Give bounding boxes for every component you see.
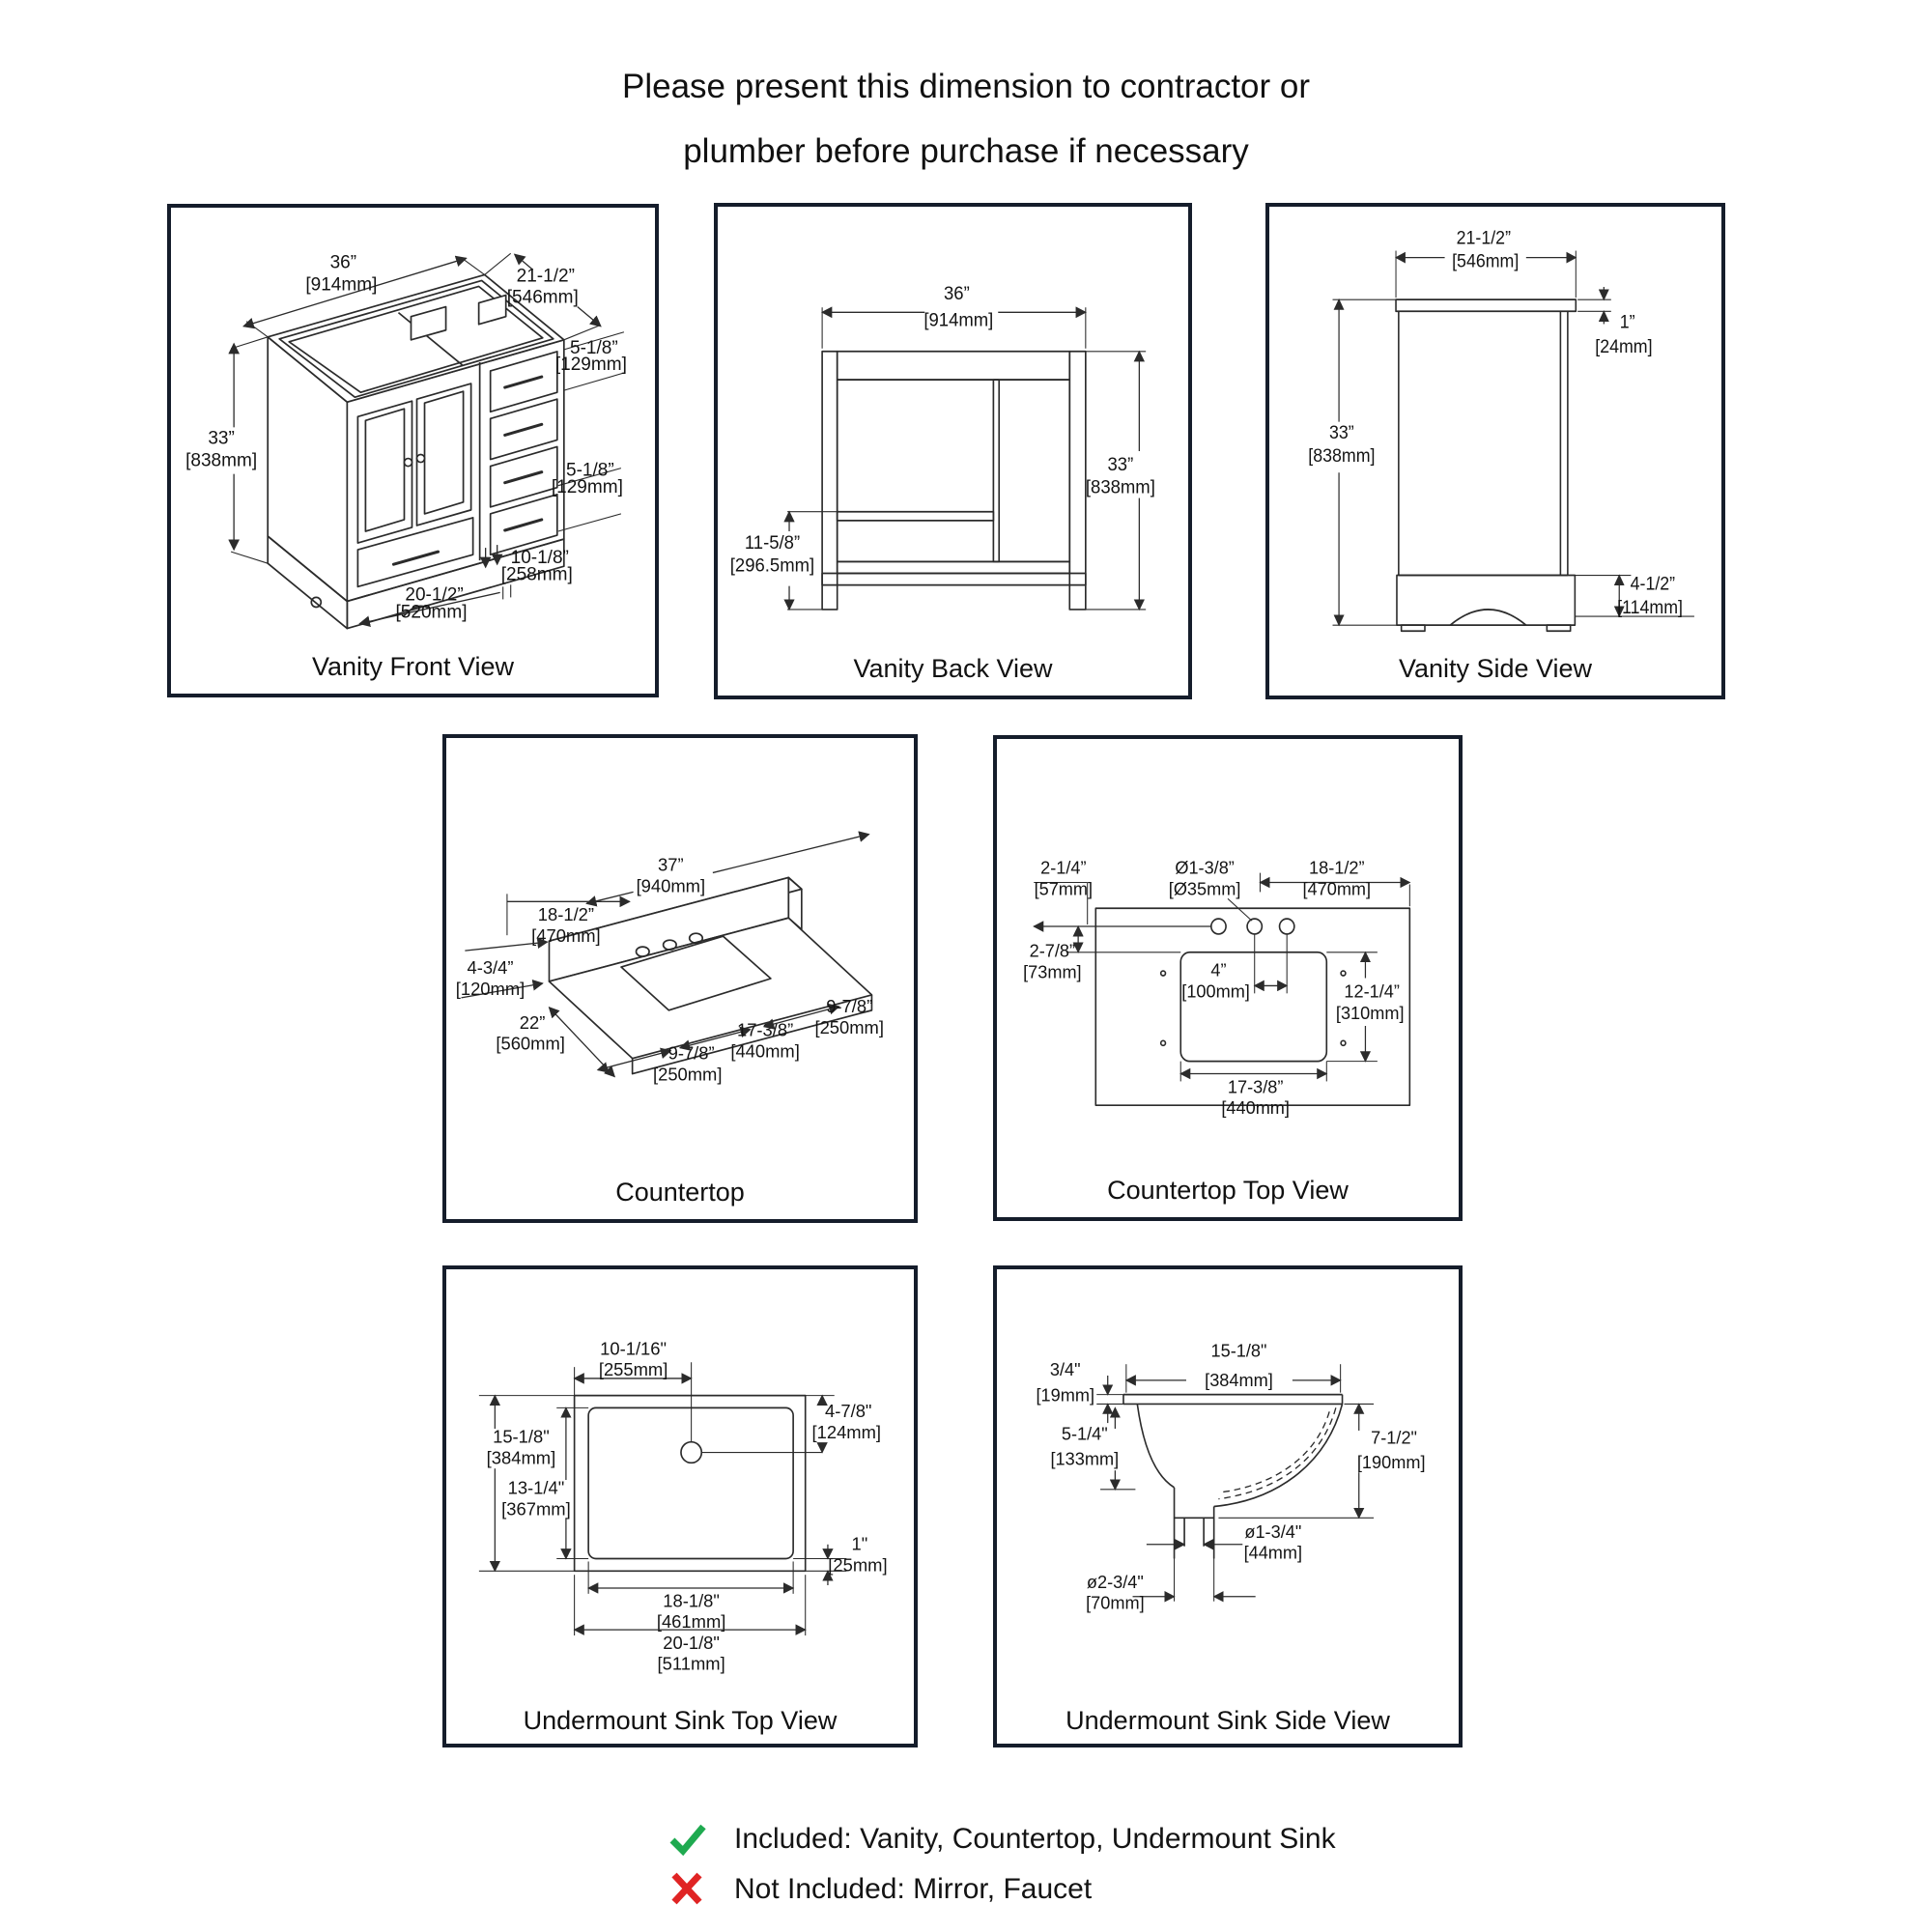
dim-label: [384mm]: [1205, 1369, 1273, 1390]
dim-label: 20-1/8": [663, 1632, 720, 1653]
vanity-back-dimensions: [730, 283, 1155, 610]
dim-label: [129mm]: [551, 476, 623, 497]
countertop-top-drawing: [997, 739, 1459, 1217]
dim-label: 7-1/2": [1371, 1427, 1418, 1448]
dim-label: [120mm]: [455, 978, 526, 999]
dim-label: 9-7/8”: [668, 1042, 715, 1064]
panel-vanity-front-view: [167, 204, 659, 697]
legend: [667, 1818, 1336, 1918]
x-icon: [667, 1871, 709, 1908]
dim-label: [546mm]: [506, 287, 579, 308]
dim-label: 5-1/8”: [570, 337, 618, 358]
legend-not-included-row: [667, 1868, 1336, 1911]
dim-label: 4”: [1210, 959, 1227, 980]
dim-label: [57mm]: [1034, 878, 1094, 899]
dim-label: 10-1/16": [600, 1338, 668, 1359]
panel-countertop-top-view: [993, 735, 1463, 1221]
dim-label: [114mm]: [1617, 596, 1683, 618]
dim-label: [133mm]: [1050, 1448, 1120, 1469]
legend-not-included-label: Not Included: Mirror, Faucet: [734, 1873, 1093, 1905]
panel-sink-side-view: [993, 1265, 1463, 1747]
dim-label: 36”: [944, 282, 970, 304]
dim-label: Ø1-3/8”: [1175, 857, 1235, 878]
dim-label: [129mm]: [554, 354, 627, 376]
dim-label: 37”: [658, 854, 684, 875]
panel-caption: Countertop Top View: [1107, 1176, 1349, 1205]
dim-label: [255mm]: [598, 1358, 668, 1380]
vanity-side-drawing: [1269, 207, 1721, 696]
dim-label: [560mm]: [496, 1033, 565, 1054]
legend-included-row: [667, 1818, 1336, 1861]
sink-side-dimensions: [1036, 1340, 1425, 1612]
dim-label: 17-3/8”: [736, 1019, 794, 1040]
dim-label: [250mm]: [814, 1016, 884, 1037]
dim-label: [190mm]: [1356, 1451, 1426, 1473]
panel-sink-top-view: [442, 1265, 918, 1747]
check-icon: [667, 1821, 709, 1858]
dim-label: [24mm]: [1595, 335, 1653, 356]
dim-label: [296.5mm]: [729, 554, 815, 576]
sink-top-drawing: [446, 1269, 914, 1744]
dim-label: [838mm]: [1308, 444, 1376, 467]
dim-label: [914mm]: [305, 274, 378, 296]
panel-vanity-side-view: [1265, 203, 1725, 699]
dim-label: 5-1/8”: [566, 460, 614, 481]
vanity-side-dimensions: [1308, 227, 1694, 625]
dim-label: 4-7/8": [825, 1401, 872, 1422]
dim-label: 3/4": [1049, 1358, 1081, 1380]
dim-label: 18-1/2”: [537, 903, 595, 925]
dim-label: [440mm]: [730, 1040, 800, 1062]
dim-label: 10-1/8”: [510, 548, 569, 569]
vanity-back-art: [822, 352, 1086, 610]
dim-label: [940mm]: [636, 875, 706, 896]
dim-label: 33”: [1107, 453, 1134, 475]
countertop-drawing: [446, 738, 914, 1219]
dim-label: [250mm]: [653, 1064, 723, 1085]
vanity-front-drawing: [171, 208, 655, 694]
dim-label: [511mm]: [657, 1653, 725, 1674]
panel-caption: Undermount Sink Side View: [1065, 1706, 1390, 1735]
dim-label: [19mm]: [1036, 1384, 1095, 1406]
dim-label: [440mm]: [1221, 1096, 1290, 1119]
dim-label: 15-1/8": [493, 1426, 550, 1447]
dim-label: [25mm]: [828, 1554, 888, 1576]
panel-countertop: [442, 734, 918, 1223]
dim-label: [546mm]: [1452, 250, 1520, 271]
dim-label: 18-1/2”: [1309, 857, 1365, 878]
dim-label: 11-5/8”: [744, 531, 801, 554]
dim-label: ø1-3/4": [1244, 1520, 1302, 1542]
dim-label: 18-1/8": [663, 1590, 720, 1611]
dim-label: 20-1/2”: [405, 584, 464, 606]
dim-label: [100mm]: [1181, 980, 1250, 1002]
dim-label: [258mm]: [500, 564, 573, 585]
dim-label: 36”: [329, 252, 357, 273]
vanity-back-drawing: [718, 207, 1188, 696]
dim-label: 33”: [1329, 421, 1354, 442]
page-title-line2: plumber before purchase if necessary: [683, 132, 1249, 170]
dim-label: [838mm]: [1085, 476, 1155, 497]
legend-included-label: Included: Vanity, Countertop, Undermount Sink: [734, 1823, 1336, 1855]
dim-label: [914mm]: [923, 309, 994, 330]
vanity-side-art: [1396, 299, 1576, 631]
panel-caption: Vanity Side View: [1398, 654, 1593, 683]
dim-label: [367mm]: [501, 1498, 571, 1520]
dim-label: [470mm]: [531, 924, 601, 947]
dim-label: ø2-3/4": [1086, 1571, 1144, 1593]
dim-label: 12-1/4”: [1344, 980, 1400, 1002]
dim-label: 1”: [1619, 310, 1635, 332]
sink-top-dimensions: [479, 1338, 888, 1673]
panel-caption: Vanity Back View: [853, 654, 1053, 683]
dim-label: [384mm]: [486, 1447, 556, 1468]
dim-label: [124mm]: [811, 1421, 882, 1442]
dim-label: 5-1/4": [1061, 1423, 1108, 1444]
dim-label: 9-7/8”: [826, 995, 873, 1016]
dim-label: [44mm]: [1243, 1542, 1303, 1563]
sink-side-drawing: [997, 1269, 1459, 1744]
page-title-line1: Please present this dimension to contractor or: [621, 68, 1311, 105]
dim-label: 2-7/8”: [1029, 940, 1076, 961]
dim-label: [Ø35mm]: [1168, 878, 1241, 899]
dim-label: 4-3/4”: [467, 956, 514, 979]
dim-label: [470mm]: [1302, 878, 1372, 899]
dim-label: [520mm]: [395, 602, 468, 623]
dim-label: 17-3/8”: [1227, 1076, 1284, 1097]
sink-top-art: [575, 1362, 823, 1571]
dim-label: [310mm]: [1335, 1002, 1405, 1024]
dim-label: 21-1/2”: [1456, 226, 1512, 248]
panel-caption: Countertop: [615, 1178, 745, 1207]
countertop-top-dimensions: [1023, 857, 1409, 1118]
panel-caption: Undermount Sink Top View: [523, 1706, 838, 1735]
sink-side-art: [1123, 1395, 1343, 1559]
dim-label: [73mm]: [1023, 961, 1082, 982]
dim-label: [70mm]: [1086, 1592, 1145, 1613]
panel-vanity-back-view: [714, 203, 1192, 699]
dim-label: 21-1/2”: [516, 266, 575, 287]
dim-label: 2-1/4”: [1040, 857, 1087, 878]
dim-label: 4-1/2”: [1630, 573, 1676, 594]
dim-label: 15-1/8": [1210, 1340, 1267, 1361]
dim-label: 33”: [208, 428, 235, 449]
dim-label: 13-1/4": [507, 1477, 565, 1498]
dim-label: 1": [851, 1533, 868, 1554]
dim-label: [461mm]: [656, 1611, 726, 1633]
dim-label: 22”: [519, 1011, 546, 1033]
panel-caption: Vanity Front View: [311, 652, 515, 681]
dim-label: [838mm]: [185, 450, 258, 471]
